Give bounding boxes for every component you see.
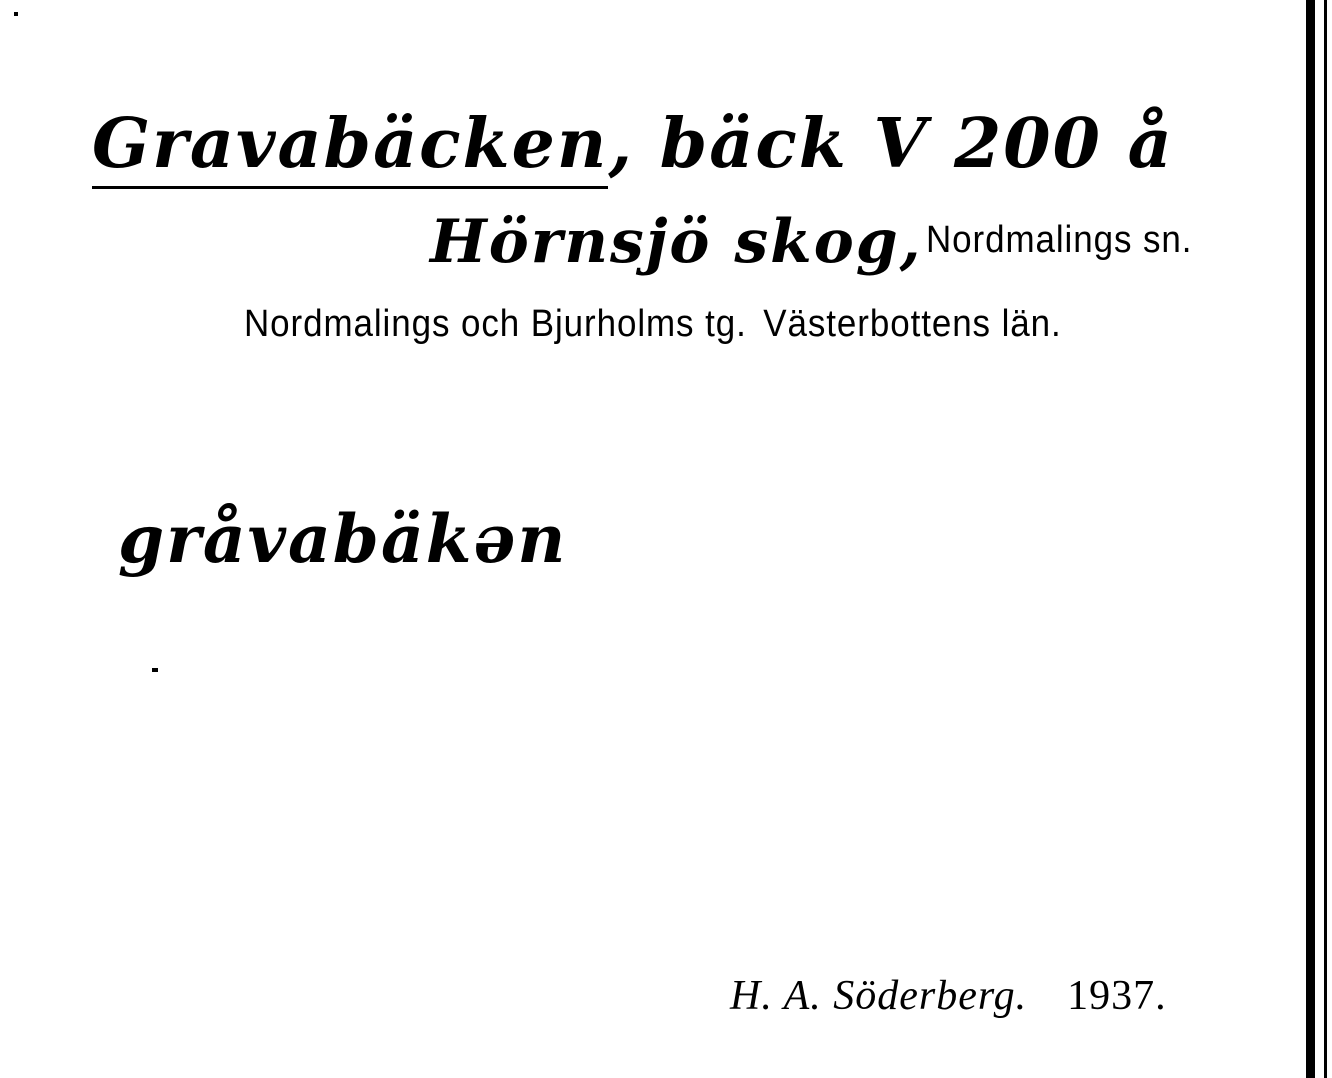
- card-right-edge-line: [1324, 0, 1327, 1078]
- scan-speck: [152, 668, 158, 672]
- handwritten-place-name-line: [92, 96, 1174, 192]
- collector-signature: [730, 972, 1167, 1020]
- handwritten-location: Hörnsjö skog,: [430, 207, 923, 277]
- printed-district-line: [244, 302, 1062, 346]
- printed-county: Västerbottens län.: [763, 303, 1062, 345]
- handwritten-place-description: , bäck V 200 å: [608, 104, 1174, 184]
- collector-name: H. A. Söderberg.: [730, 973, 1028, 1019]
- collection-year: 1937.: [1067, 973, 1167, 1019]
- card-right-edge: [1306, 0, 1315, 1078]
- printed-parish: Nordmalings sn.: [926, 219, 1193, 261]
- scan-speck: [14, 12, 18, 16]
- handwritten-place-name: Gravabäcken: [92, 104, 608, 189]
- printed-district: Nordmalings och Bjurholms tg.: [244, 303, 747, 345]
- handwritten-pronunciation: gråvabäkən: [118, 500, 568, 578]
